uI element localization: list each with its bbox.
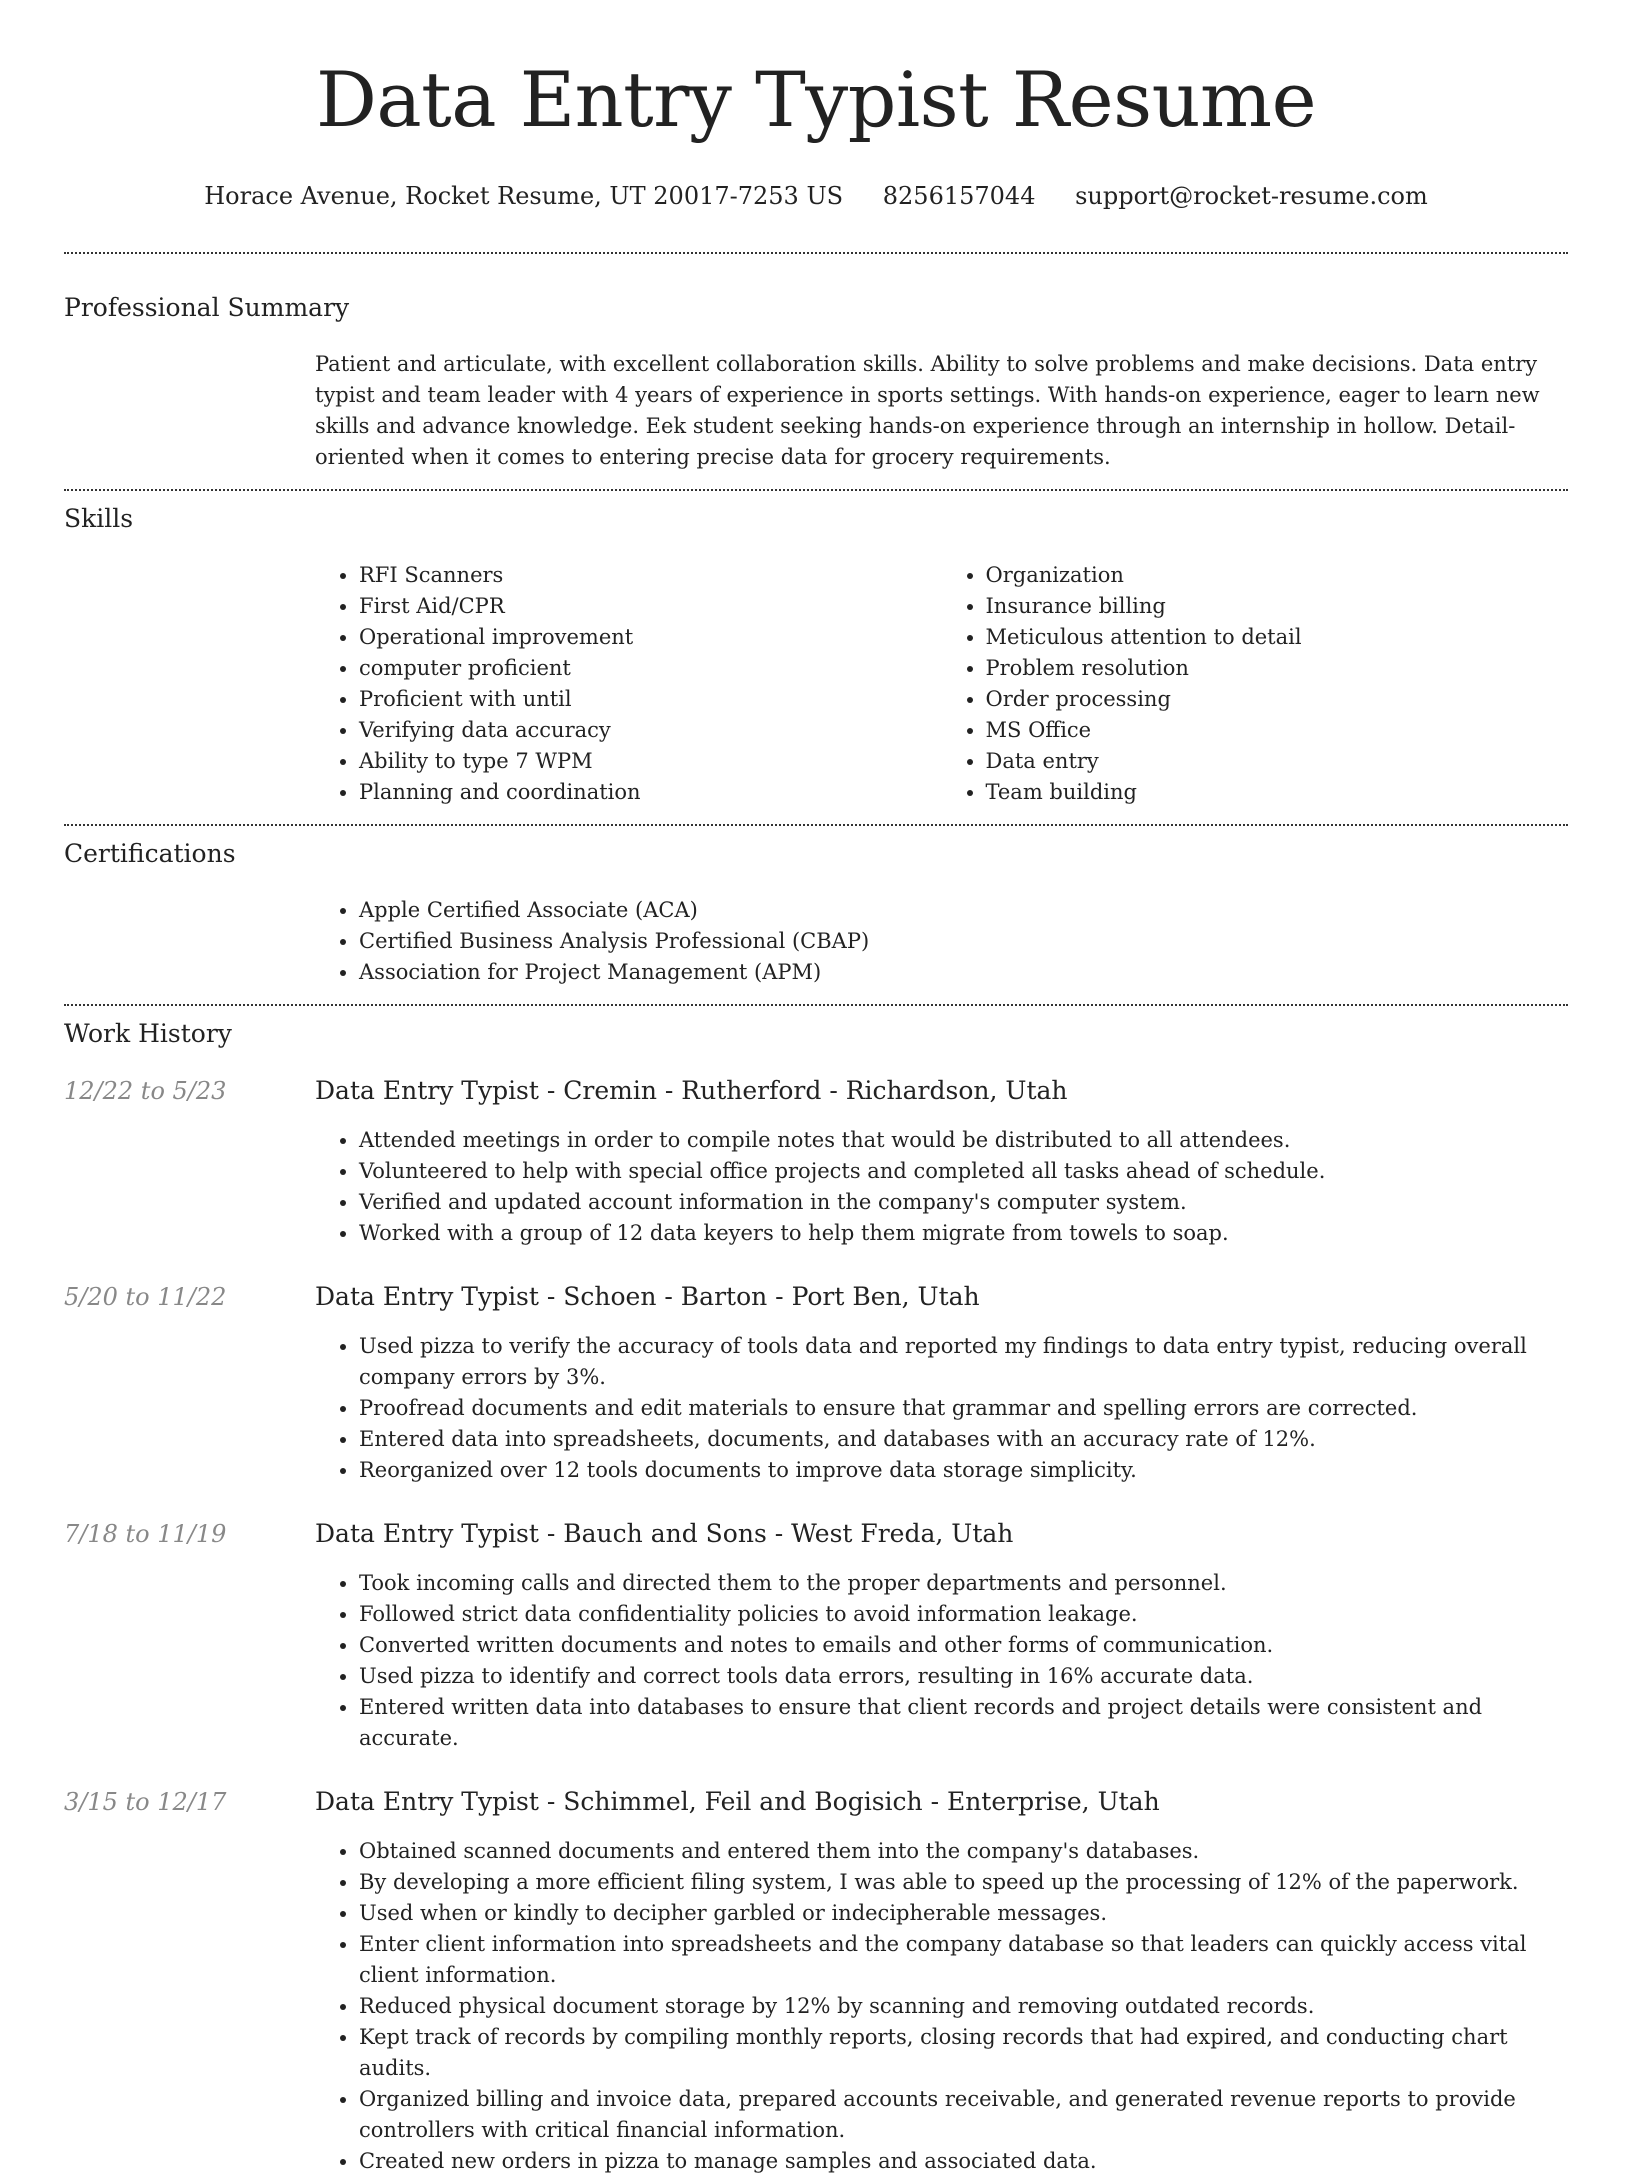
job-bullet: • Took incoming calls and directed them to the proper departments and personnel. bbox=[359, 1568, 1568, 1599]
job-bullet: • Kept track of records by compiling monthly reports, closing records that had expired, and conducting chart audits. bbox=[359, 2022, 1568, 2084]
skills-grid bbox=[315, 560, 1568, 808]
skills-section bbox=[64, 491, 1568, 824]
contact-line bbox=[64, 180, 1568, 212]
skill-item: • Organization bbox=[986, 560, 1569, 591]
job-bullet: • By developing a more efficient filing system, I was able to speed up the processing of 12% of the paperwork. bbox=[359, 1867, 1568, 1898]
resume-title: Data Entry Typist Resume bbox=[315, 55, 1317, 144]
job-bullet: • Proofread documents and edit materials to ensure that grammar and spelling errors are corrected. bbox=[359, 1393, 1568, 1424]
skill-item: • Problem resolution bbox=[986, 653, 1569, 684]
skill-item: • Ability to type 7 WPM bbox=[359, 746, 942, 777]
skill-item: • Proficient with until bbox=[359, 684, 942, 715]
job-details bbox=[315, 1281, 1568, 1486]
job-bullet: • Used when or kindly to decipher garbled or indecipherable messages. bbox=[359, 1898, 1568, 1929]
job-bullet: • Followed strict data confidentiality policies to avoid information leakage. bbox=[359, 1599, 1568, 1630]
skill-item: • Data entry bbox=[986, 746, 1569, 777]
job-bullets bbox=[315, 1568, 1568, 1754]
section-heading-skills: Skills bbox=[64, 504, 134, 533]
job-entry bbox=[64, 1281, 1568, 1486]
summary-section bbox=[64, 254, 1568, 489]
job-bullet: • Reorganized over 12 tools documents to improve data storage simplicity. bbox=[359, 1455, 1568, 1486]
skill-item: • Team building bbox=[986, 777, 1569, 808]
certification-item: • Association for Project Management (APM) bbox=[359, 957, 1568, 988]
job-bullet: • Used pizza to verify the accuracy of tools data and reported my findings to data entry typist, reducing overall company errors by 3%. bbox=[359, 1331, 1568, 1393]
job-bullet: • Worked with a group of 12 data keyers to help them migrate from towels to soap. bbox=[359, 1218, 1568, 1249]
job-bullet: • Volunteered to help with special office projects and completed all tasks ahead of schedule. bbox=[359, 1156, 1568, 1187]
job-bullets bbox=[315, 1836, 1568, 2177]
job-dates: 12/22 to 5/23 bbox=[64, 1077, 227, 1105]
summary-text: Patient and articulate, with excellent collaboration skills. Ability to solve problems and make decisions. Data entry typist and team leader with 4 years of experience in sports settings. With hands-on experience, eager to learn new skills and advance knowledge. Eek student seeking hands-on experience through an internship in hollow. Detail-oriented when it comes to entering precise data for grocery requirements. bbox=[315, 352, 1540, 469]
job-bullet: • Created new orders in pizza to manage samples and associated data. bbox=[359, 2146, 1568, 2177]
contact-phone: 8256157044 bbox=[882, 182, 1036, 210]
job-bullets bbox=[315, 1125, 1568, 1249]
job-dates: 7/18 to 11/19 bbox=[64, 1520, 227, 1548]
skill-item: • RFI Scanners bbox=[359, 560, 942, 591]
section-heading-certifications: Certifications bbox=[64, 839, 236, 868]
skills-list-right bbox=[942, 560, 1569, 808]
job-entry bbox=[64, 1075, 1568, 1249]
job-bullet: • Reduced physical document storage by 12% by scanning and removing outdated records. bbox=[359, 1991, 1568, 2022]
job-bullet: • Verified and updated account information in the company's computer system. bbox=[359, 1187, 1568, 1218]
job-bullet: • Enter client information into spreadsheets and the company database so that leaders can quickly access vital client information. bbox=[359, 1929, 1568, 1991]
contact-address: Horace Avenue, Rocket Resume, UT 20017-7253 US bbox=[204, 182, 844, 210]
job-bullet: • Used pizza to identify and correct tools data errors, resulting in 16% accurate data. bbox=[359, 1661, 1568, 1692]
certifications-section bbox=[64, 826, 1568, 1004]
skill-item: • computer proficient bbox=[359, 653, 942, 684]
job-dates: 5/20 to 11/22 bbox=[64, 1283, 227, 1311]
contact-email: support@rocket-resume.com bbox=[1075, 182, 1428, 210]
skill-item: • Order processing bbox=[986, 684, 1569, 715]
job-bullet: • Converted written documents and notes to emails and other forms of communication. bbox=[359, 1630, 1568, 1661]
job-bullets bbox=[315, 1331, 1568, 1486]
job-title: Data Entry Typist - Cremin - Rutherford - Richardson, Utah bbox=[315, 1076, 1068, 1105]
job-bullet: • Entered written data into databases to ensure that client records and project details were consistent and accurate. bbox=[359, 1692, 1568, 1754]
job-details bbox=[315, 1518, 1568, 1754]
work-section bbox=[64, 1006, 1568, 2177]
skill-item: • Verifying data accuracy bbox=[359, 715, 942, 746]
section-heading-summary: Professional Summary bbox=[64, 293, 350, 322]
section-heading-work: Work History bbox=[64, 1019, 232, 1048]
skill-item: • Planning and coordination bbox=[359, 777, 942, 808]
skill-item: • First Aid/CPR bbox=[359, 591, 942, 622]
certifications-body bbox=[315, 895, 1568, 988]
certification-item: • Apple Certified Associate (ACA) bbox=[359, 895, 1568, 926]
job-title: Data Entry Typist - Schimmel, Feil and Bogisich - Enterprise, Utah bbox=[315, 1787, 1160, 1816]
job-entry bbox=[64, 1518, 1568, 1754]
job-entry bbox=[64, 1786, 1568, 2177]
job-bullet: • Organized billing and invoice data, prepared accounts receivable, and generated revenue reports to provide controllers with critical financial information. bbox=[359, 2084, 1568, 2146]
job-bullet: • Attended meetings in order to compile notes that would be distributed to all attendees. bbox=[359, 1125, 1568, 1156]
job-title: Data Entry Typist - Bauch and Sons - West Freda, Utah bbox=[315, 1519, 1014, 1548]
job-title: Data Entry Typist - Schoen - Barton - Port Ben, Utah bbox=[315, 1282, 980, 1311]
skill-item: • Insurance billing bbox=[986, 591, 1569, 622]
certifications-list bbox=[315, 895, 1568, 988]
skill-item: • Operational improvement bbox=[359, 622, 942, 653]
job-dates: 3/15 to 12/17 bbox=[64, 1788, 227, 1816]
job-details bbox=[315, 1075, 1568, 1249]
skills-list-left bbox=[315, 560, 942, 808]
job-bullet: • Entered data into spreadsheets, documents, and databases with an accuracy rate of 12%. bbox=[359, 1424, 1568, 1455]
job-bullet: • Obtained scanned documents and entered them into the company's databases. bbox=[359, 1836, 1568, 1867]
certification-item: • Certified Business Analysis Professional (CBAP) bbox=[359, 926, 1568, 957]
job-details bbox=[315, 1786, 1568, 2177]
skill-item: • Meticulous attention to detail bbox=[986, 622, 1569, 653]
skill-item: • MS Office bbox=[986, 715, 1569, 746]
